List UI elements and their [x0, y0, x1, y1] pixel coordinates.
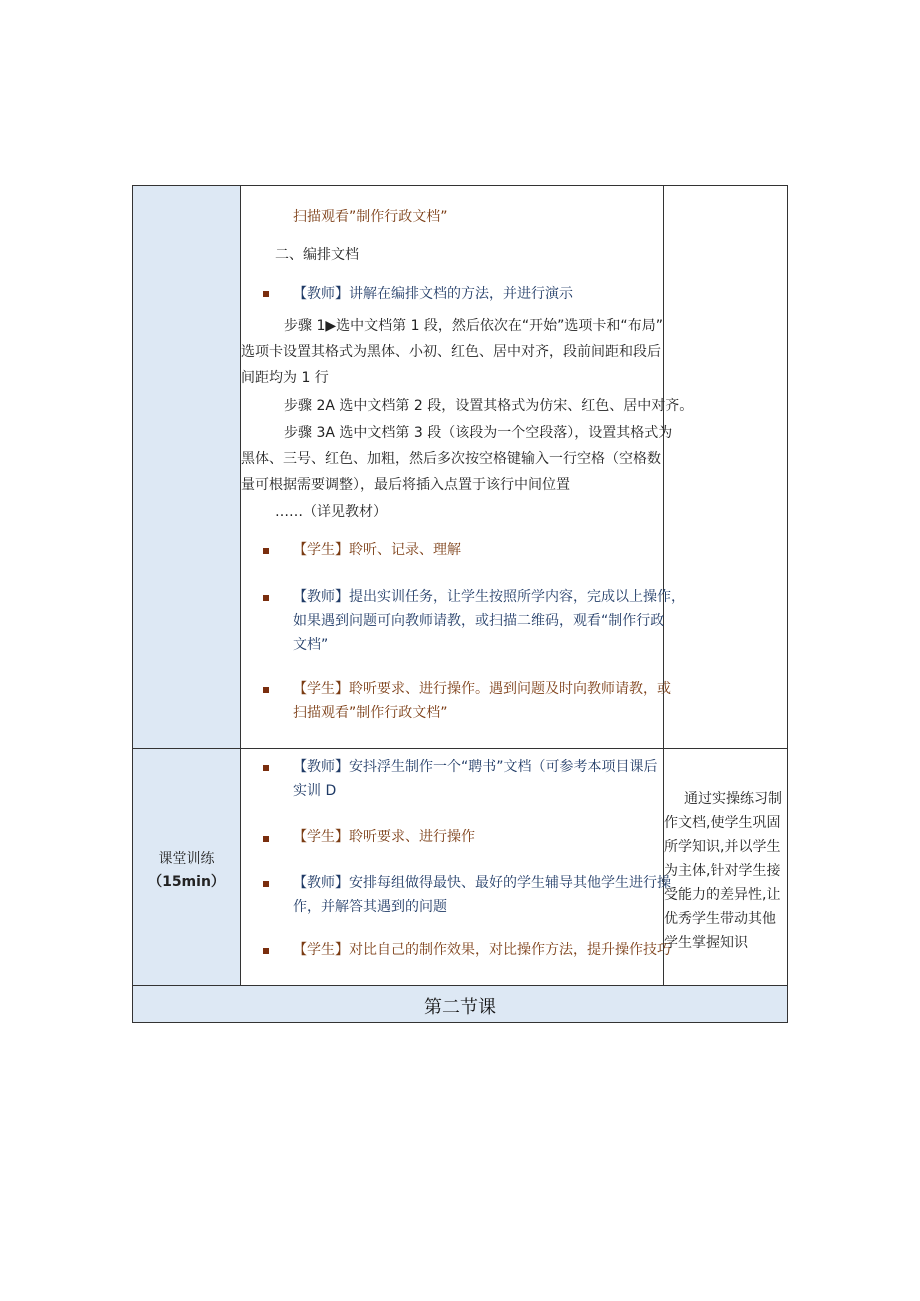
note-line4: 为主体,针对学生接 [664, 863, 781, 879]
student-item-2-line2: 扫描观看”制作行政文档” [293, 705, 448, 721]
student-item-2-line1: 【学生】聆听要求、进行操作。遇到问题及时向教师请教，或 [293, 681, 671, 697]
lesson-plan-table [132, 185, 788, 1023]
note-line7: 学生掌握知识 [664, 935, 748, 951]
teacher-item-1: 【教师】讲解在编排文档的方法，并进行演示 [293, 286, 573, 302]
class-training-label: 课堂训练 [158, 851, 215, 867]
teacher-arrange-line1: 【教师】安排每组做得最快、最好的学生辅导其他学生进行操 [293, 875, 671, 891]
note-line6: 优秀学生带动其他 [664, 911, 776, 927]
continue-line: 扫描观看”制作行政文档” [293, 209, 448, 225]
step1-line1: 步骤 1▶选中文档第 1 段，然后依次在“开始”选项卡和“布局” [284, 318, 663, 334]
row1-note-cell [663, 185, 788, 749]
teacher-item-2-line1: 【教师】提出实训任务，让学生按照所学内容，完成以上操作， [293, 589, 685, 605]
bullet-icon [263, 687, 269, 693]
bullet-icon [263, 881, 269, 887]
student-item-1: 【学生】聆听、记录、理解 [293, 542, 461, 558]
class-training-duration: （15min） [148, 874, 225, 890]
bullet-icon [263, 836, 269, 842]
bullet-icon [263, 548, 269, 554]
note-line1: 通过实操练习制 [684, 791, 782, 807]
student-compare: 【学生】对比自己的制作效果，对比操作方法，提升操作技巧 [293, 942, 671, 958]
section-heading: 二、编排文档 [275, 247, 359, 263]
step3-line3: 量可根据需要调整），最后将插入点置于该行中间位置 [241, 477, 570, 493]
bullet-icon [263, 765, 269, 771]
step3-line2: 黑体、三号、红色、加粗，然后多次按空格键输入一行空格（空格数 [241, 451, 661, 467]
second-lesson-title: 第二节课 [424, 997, 496, 1018]
bullet-icon [263, 595, 269, 601]
step1-line2: 选项卡设置其格式为黑体、小初、红色、居中对齐，段前间距和段后 [241, 344, 661, 360]
teacher-task-line2: 实训 D [293, 783, 337, 799]
bullet-icon [263, 291, 269, 297]
note-line3: 所学知识,并以学生 [664, 839, 781, 855]
step3-line1: 步骤 3A 选中文档第 3 段（该段为一个空段落），设置其格式为 [284, 425, 673, 441]
teacher-item-2-line2: 如果遇到问题可向教师请教，或扫描二维码，观看“制作行政 [293, 613, 665, 629]
note-line5: 受能力的差异性,让 [664, 887, 781, 903]
teacher-arrange-line2: 作，并解答其遇到的问题 [293, 899, 447, 915]
row1-label-cell [132, 185, 241, 749]
see-textbook: ……（详见教材） [275, 504, 387, 520]
bullet-icon [263, 948, 269, 954]
step1-line3: 间距均为 1 行 [241, 370, 329, 386]
student-listen: 【学生】聆听要求、进行操作 [293, 829, 475, 845]
note-line2: 作文档,使学生巩固 [664, 815, 781, 831]
teacher-task-line1: 【教师】安抖浮生制作一个“聘书”文档（可参考本项目课后 [293, 759, 658, 775]
step2-line: 步骤 2A 选中文档第 2 段，设置其格式为仿宋、红色、居中对齐。 [284, 398, 694, 414]
teacher-item-2-line3: 文档” [293, 637, 329, 653]
